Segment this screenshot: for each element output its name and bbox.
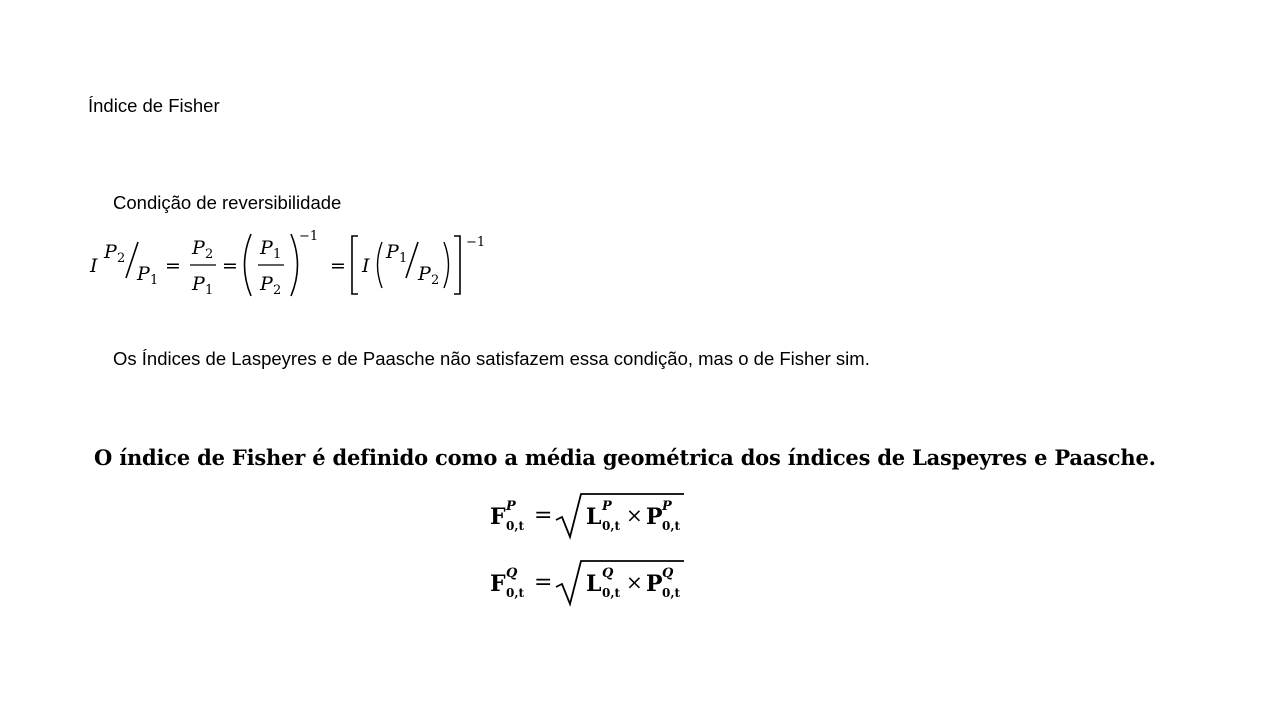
formula-paren-den-sub: 2	[273, 283, 282, 298]
fisher-q-F: F	[490, 571, 506, 597]
fisher-price-formula	[488, 490, 698, 540]
formula-eq-2: =	[222, 255, 238, 277]
formula-slash-right	[406, 242, 418, 278]
formula-P2-right: P	[418, 263, 431, 285]
formula-eq-3: =	[330, 255, 346, 277]
fisher-p-times: ×	[626, 503, 643, 527]
fisher-q-eq: =	[534, 570, 553, 595]
formula-paren-left	[245, 234, 252, 296]
laspeyres-paasche-note: Os Índices de Laspeyres e de Paasche não satisfazem essa condição, mas o de Fisher sim.	[113, 348, 870, 369]
formula-bracket-right	[454, 236, 460, 294]
formula-P1-den-left: P	[137, 263, 150, 285]
formula-paren-num-P: P	[260, 237, 273, 259]
formula-exp-2: −1	[466, 235, 486, 250]
formula-frac-den-P: P	[192, 273, 205, 295]
formula-sub2-right: 2	[431, 273, 440, 288]
fisher-p-L-sub: 0,t	[602, 519, 621, 533]
fisher-p-P: P	[646, 504, 663, 530]
formula-paren-right	[291, 234, 298, 296]
fisher-p-sub: 0,t	[506, 519, 525, 533]
fisher-q-sup: Q	[506, 566, 518, 581]
formula-frac-den-sub: 1	[205, 283, 214, 298]
formula-bracket-left	[352, 236, 358, 294]
fisher-p-eq: =	[534, 503, 553, 528]
slide-title: Índice de Fisher	[88, 95, 220, 116]
formula-eq-1: =	[165, 255, 181, 277]
fisher-p-sup: P	[506, 499, 516, 514]
formula-sub1-den-left: 1	[150, 273, 159, 288]
fisher-p-P-sup: P	[662, 499, 672, 514]
fisher-p-P-sub: 0,t	[662, 519, 681, 533]
formula-sub2-num-left: 2	[117, 251, 126, 266]
section-subtitle: Condição de reversibilidade	[113, 192, 342, 213]
fisher-quantity-formula	[488, 557, 698, 607]
formula-exp-1: −1	[299, 229, 319, 244]
fisher-q-P-sub: 0,t	[662, 586, 681, 600]
formula-I-right: I	[362, 255, 370, 277]
formula-frac-num-P: P	[192, 237, 205, 259]
fisher-p-L-sup: P	[602, 499, 612, 514]
fisher-q-L-sub: 0,t	[602, 586, 621, 600]
fisher-q-P: P	[646, 571, 663, 597]
formula-frac-num-sub: 2	[205, 247, 214, 262]
fisher-q-L-sup: Q	[602, 566, 614, 581]
fisher-q-times: ×	[626, 570, 643, 594]
formula-paren-den-P: P	[260, 273, 273, 295]
reversibility-formula	[88, 228, 508, 300]
fisher-q-sub: 0,t	[506, 586, 525, 600]
formula-P1-right: P	[386, 241, 399, 263]
formula-P2-num-left: P	[104, 241, 117, 263]
formula-inner-paren-right	[444, 242, 449, 288]
formula-I-left: I	[90, 255, 98, 277]
formula-sub1-right: 1	[399, 251, 408, 266]
fisher-p-L: L	[586, 504, 602, 530]
fisher-definition-text: O índice de Fisher é definido como a média geométrica dos índices de Laspeyres e Paasche.	[94, 445, 1156, 470]
formula-inner-paren-left	[378, 242, 383, 288]
formula-paren-num-sub: 1	[273, 247, 282, 262]
fisher-q-L: L	[586, 571, 602, 597]
fisher-p-F: F	[490, 504, 506, 530]
fisher-q-P-sup: Q	[662, 566, 674, 581]
